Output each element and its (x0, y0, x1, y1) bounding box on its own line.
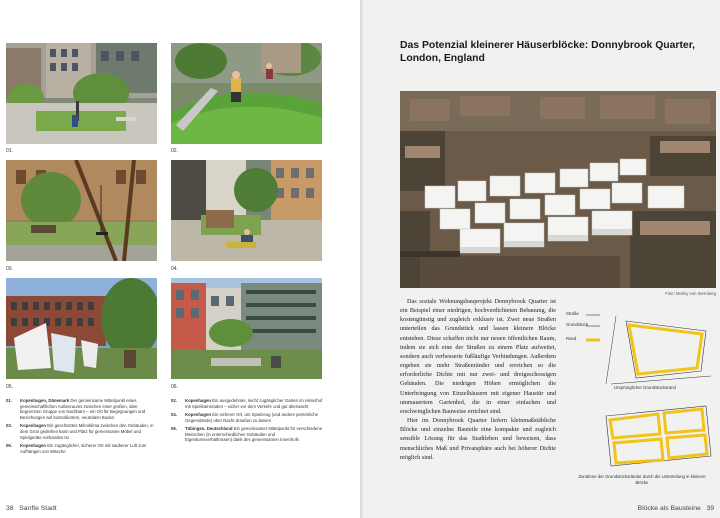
diagram-caption-original: Ursprünglicher Grundstücksrand (614, 385, 676, 390)
caption-number: 02. (171, 398, 177, 403)
legend-street-label: Straße (566, 311, 579, 316)
photo-02-slide-hill (171, 43, 322, 144)
photo-03-swing-courtyard (6, 160, 157, 261)
photo-number: 05. (6, 384, 13, 390)
legend-edge-label: Rand (566, 336, 577, 341)
photo-number: 01. (6, 148, 13, 154)
caption-number: 01. (6, 398, 12, 403)
running-head: Blöcke als Bausteine (637, 505, 701, 512)
photo-04-playground-toy (171, 160, 322, 261)
caption-title: Kopenhagen, Dänemark (20, 398, 70, 403)
legend-plot-label: Grundstück (566, 322, 588, 327)
photo-06-tuebingen-courtyard (171, 278, 322, 379)
folio-right (638, 505, 714, 512)
folio-left (6, 505, 57, 512)
caption-06 (171, 426, 323, 443)
article-title: Das Potenzial kleinerer Häuserblöcke: Donnybrook Quarter, London, England (400, 40, 696, 64)
captions-left-column (6, 398, 158, 457)
article-body (400, 297, 556, 462)
caption-text: Ein gemeinsamer Mittelpunkt für verschiedene Menschen (in unterschiedlichen Gebäuden und Eigentumsverhältnissen) dank des gemeinsamen Innenhofs (185, 425, 323, 443)
caption-number: 04. (171, 411, 177, 417)
body-paragraph: Das soziale Wohnungsbauprojekt Donnybrook Quarter ist ein Beispiel einer niedrigen, hochverdichteten Bebauung, die kostengünstig und zugleich exklusiv ist. Zwei neue Straßen unterteilen das Grundstück und lassen kleinere Blöcke entstehen. Diese schaffen nicht nur neuen öffentlichen Raum, indem sie sich eine der Straßen zu einem Platz aufweitet, sondern auch verbesserte fußläufige Verbindungen. Außerdem ergeben sie mehr Straßenränder und erreichen so die erforderliche Dichte mit nur zwei- und dreigeschossigen Gebäuden. Die niedrigen Höhen ermöglichen die Unterbringung von Einzelhäusern mit eigener Haustür und ummauertem Gartenhof, die in einer einfachen und erschwinglichen Bauweise errichtet sind. (400, 298, 556, 415)
diagram-subdivided-plot (606, 406, 711, 466)
caption-title: Kopenhagen (20, 423, 47, 429)
caption-title: Kopenhagen (185, 411, 212, 417)
caption-text: Ein sicherer Ort, um Spielzeug (und andere persönliche Gegenstände) über Nacht draußen zu lassen (185, 411, 319, 423)
caption-05 (6, 443, 158, 454)
diagram-caption-subdivided: Zunahme der Grundstücksränder durch die Unterteilung in kleinere Blöcke (578, 474, 706, 485)
photo-number: 04. (171, 266, 178, 272)
caption-03 (6, 423, 158, 440)
body-paragraph: Hier im Donnybrook Quarter liefern kleinmaßstäbliche Blöcke und einzelne Bauteile eine kompakte und zugleich sensible Lösung für das Stadtleben und beweisen, dass menschliches Maß und Privatsphäre auch bei höherer Dichte möglich sind. (400, 417, 556, 461)
photo-number: 03. (6, 266, 13, 272)
caption-title: Kopenhagen (185, 398, 212, 403)
caption-02 (171, 398, 323, 409)
page-number: 38 (6, 505, 14, 512)
aerial-photo-donnybrook (400, 91, 716, 288)
caption-text: Ein ausgedehnter, leicht zugänglicher Garten im Hinterhof mit Spielkameraden – sicher vor dem Verkehr und gut überwacht (185, 398, 323, 409)
caption-04 (171, 412, 323, 423)
diagram-drawing (566, 306, 716, 492)
captions-right-column (171, 398, 323, 445)
diagram-original-plot (606, 316, 711, 384)
page-number: 39 (706, 505, 714, 512)
photo-number: 02. (171, 148, 178, 154)
caption-title: Kopenhagen (20, 442, 47, 448)
caption-01 (6, 398, 158, 421)
block-edge-diagram (566, 306, 716, 492)
caption-text: Ein zugänglicher, sicherer Ort mit sauberer Luft zum Aufhängen von Wäsche (20, 442, 147, 454)
photo-number: 06. (171, 384, 178, 390)
running-head: Sanfte Stadt (19, 505, 57, 512)
photo-01-courtyard (6, 43, 157, 144)
page-gutter (360, 0, 364, 518)
caption-title: Tübingen, Deutschland (185, 425, 233, 431)
caption-text: Der gemeinsame Mittelpunkt eines gemeinschaftlichen Außenraums zwischen einer großen, aber begrenzten Gruppe von Nachbarn – ein Ort für Begegnungen und Beziehungen auf kontrolliertem, neutralem Boden (20, 398, 146, 421)
photo-05-laundry (6, 278, 157, 379)
caption-number: 03. (6, 423, 12, 429)
caption-number: 05. (6, 442, 12, 448)
caption-number: 06. (171, 425, 177, 431)
photo-credit: Foto: Morley von Sternberg (665, 291, 716, 296)
caption-text: Ein geschütztes Mikroklima zwischen den Gebäuden, in dem Grün gedeihen kann und Platz für gemeinsame Möbel und Spielgeräte vorhanden ist (20, 423, 154, 440)
